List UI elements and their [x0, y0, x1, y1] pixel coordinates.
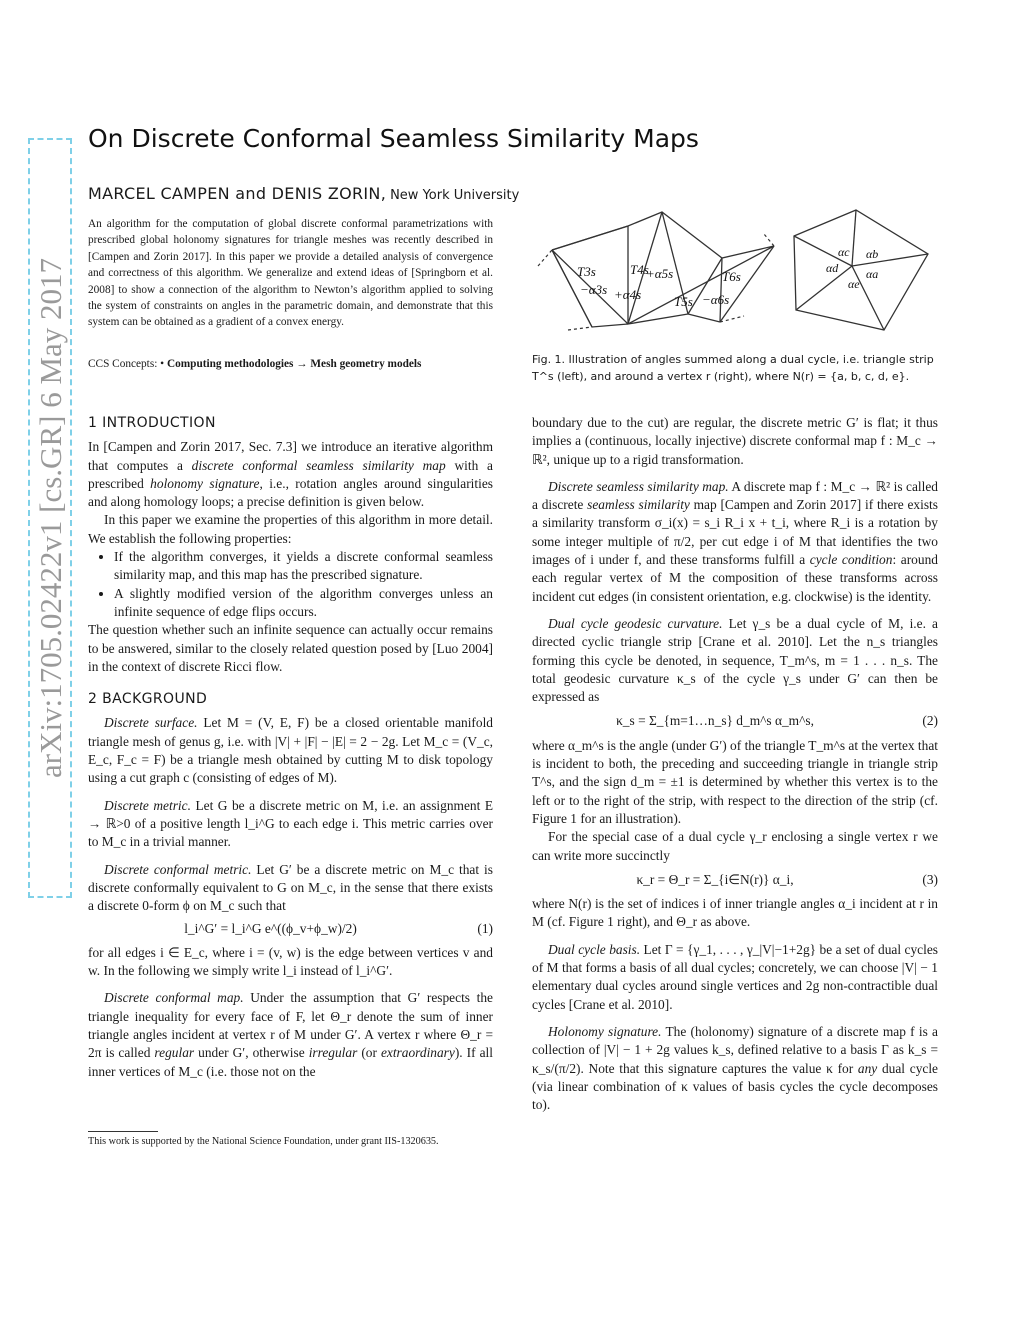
arxiv-identifier-stamp: arXiv:1705.02422v1 [cs.GR] 6 May 2017 [28, 138, 72, 898]
paragraph-after-eq3: where N(r) is the set of indices i of inner triangle angles α_i incident at r in M (cf. Figure 1 right), and Θ_r as above. [532, 896, 938, 930]
label-alpha-e: αe [848, 277, 860, 291]
label-t6s: T6s [722, 269, 741, 284]
intro-bullet-list [88, 548, 493, 621]
label-alpha-c: αc [838, 245, 850, 259]
affiliation: New York University [390, 188, 520, 203]
figure-1-caption: Fig. 1. Illustration of angles summed along a dual cycle, i.e. triangle strip T^s (left), and around a vertex r (right), where N(r) = {a, b, c, d, e}. [532, 353, 934, 383]
paragraph-discrete-conformal-metric: Discrete conformal metric. Let G′ be a discrete metric on M_c that is discrete conformally equivalent to G on M_c, in the sense that there exists a discrete 0-form ϕ on M_c such that [88, 861, 493, 914]
label-minus-alpha6s: −α6s [702, 292, 730, 307]
author-names: MARCEL CAMPEN and DENIS ZORIN, [88, 184, 387, 203]
paragraph-after-eq1: for all edges i ∈ E_c, where i = (v, w) is the edge between vertices v and w. In the following we simply write l_i instead of l_i^G′. [88, 944, 493, 979]
footnote-rule [88, 1131, 158, 1132]
label-plus-alpha5s: +α5s [646, 266, 674, 281]
paper-title: On Discrete Conformal Seamless Similarity Maps [88, 124, 699, 153]
footnote: This work is supported by the National Science Foundation, under grant IIS-1320635. [88, 1136, 439, 1147]
paragraph-discrete-conformal-map: Discrete conformal map. Under the assumption that G′ respects the triangle inequality for every face of F, let Θ_r denote the sum of inner triangle angles incident at vertex r of M under G′. A vertex r where Θ_r = 2π is called regular under G′, otherwise irregular (or extraordinary). If all inner vertices of M_c (i.e. those not on the [88, 990, 493, 1079]
paragraph-holonomy-signature: Holonomy signature. The (holonomy) signature of a discrete map f is a collection of |V| − 1 + 2g values k_s, defined relative to a basis Γ as k_s = κ_s/(π/2). Note that this signature captures the value κ for any dual cycle (via linear combination of κ values of basis cycles the cycle decomposes to). [532, 1023, 938, 1113]
equation-2-number: (2) [922, 713, 938, 729]
ccs-concepts [88, 356, 493, 372]
paragraph-special-case: For the special case of a dual cycle γ_r enclosing a single vertex r we can write more succinctly [532, 829, 938, 863]
equation-2-body: κ_s = Σ_{m=1…n_s} d_m^s α_m^s, [616, 713, 814, 729]
label-t5s: T5s [674, 294, 693, 309]
label-t3s: T3s [577, 264, 596, 279]
paragraph-dual-cycle-curvature: Dual cycle geodesic curvature. Let γ_s be a dual cycle of M, i.e. a directed cyclic triangle strip [Crane et al. 2010]. Let the n_s triangles forming this cycle be denoted, in sequence, T_m^s, m = 1 . . . n_s. The total geodesic curvature κ_s of the cycle γ_s under G′ can then be expressed as [532, 615, 938, 705]
author-line [88, 184, 519, 203]
intro-paragraph-1: In [Campen and Zorin 2017, Sec. 7.3] we introduce an iterative algorithm that computes a discrete conformal seamless similarity map with a prescribed holonomy signature, i.e., rotation angles around singularities and along homology loops; a precise definition is given below. [88, 439, 493, 510]
equation-3-body: κ_r = Θ_r = Σ_{i∈N(r)} α_i, [636, 871, 794, 887]
label-t4s: T4s [630, 262, 649, 277]
section-heading-introduction: 1 INTRODUCTION [88, 415, 216, 431]
label-alpha-b: αb [866, 247, 879, 261]
list-item: • A slightly modified version of the algorithm converges unless an infinite sequence of edge flips occurs. [114, 585, 493, 622]
ccs-concept: Computing methodologies → Mesh geometry models [166, 358, 422, 370]
list-item: • If the algorithm converges, it yields a discrete conformal seamless similarity map, and this map has the prescribed signature. [114, 548, 493, 585]
intro-paragraph-3: The question whether such an infinite sequence can actually occur remains to be answered, similar to the closely related question posed by [Luo 2004] in the context of discrete Ricci flow. [88, 622, 493, 674]
equation-1 [88, 920, 493, 938]
paragraph-seamless-similarity-map: Discrete seamless similarity map. A discrete map f : M_c → ℝ² is called a discrete seamless similarity map [Campen and Zorin 2017] if there exists a similarity transform σ_i(x) = s_i R_i x + t_i, where R_i is a rotation by some integer multiple of π/2, per cut edge i of M that identifies the two images of i under f, and these transforms fulfill a cycle condition: around each regular vertex of M the composition of these transforms across incident cut edges (in consistent orientation, e.g. clockwise) is the identity. [532, 478, 938, 604]
paragraph-after-eq2: where α_m^s is the angle (under G′) of the triangle T_m^s at the vertex that is incident to both, the preceding and succeeding triangle in triangle strip T^s, and the sign d_m = ±1 is determined by whether this vertex is to the left or to the right of the strip, with respect to the direction of the strip (cf. Figure 1 for an illustration). [532, 737, 939, 826]
ccs-prefix: CCS Concepts: • [88, 358, 165, 370]
equation-1-body: l_i^G′ = l_i^G e^((ϕ_v+ϕ_w)/2) [184, 921, 357, 937]
left-column [88, 414, 493, 1081]
intro-paragraph-2: In this paper we examine the properties of this algorithm in more detail. We establish the following properties: [88, 512, 493, 546]
equation-1-number: (1) [477, 921, 493, 937]
equation-3 [532, 871, 938, 889]
paragraph-discrete-metric: Discrete metric. Let G be a discrete metric on M, i.e. an assignment E → ℝ>0 of a positive length l_i^G to each edge i. This metric carries over to M_c in a trivial manner. [88, 797, 493, 850]
equation-2 [532, 712, 938, 730]
label-minus-alpha3s: −α3s [580, 282, 608, 297]
label-plus-alpha4s: +α4s [614, 287, 642, 302]
label-alpha-a: αa [866, 267, 879, 281]
section-heading-background: 2 BACKGROUND [88, 691, 208, 708]
vertex-star-diagram [794, 210, 928, 330]
equation-3-number: (3) [922, 871, 938, 887]
paragraph-flat-metric: boundary due to the cut) are regular, the discrete metric G′ is flat; it thus implies a (continuous, locally injective) discrete conformal map f : M_c → ℝ², unique up to a rigid transformation. [532, 415, 938, 467]
paragraph-discrete-surface: Discrete surface. Let M = (V, E, F) be a closed orientable manifold triangle mesh of genus g, i.e. with |V| + |F| − |E| = 2 − 2g. Let M_c = (V_c, E_c, F_c = F) be a triangle mesh obtained by cutting M to disk topology using a cut graph c (consisting of edges of M). [88, 715, 493, 786]
label-alpha-d: αd [826, 261, 839, 275]
right-column [532, 414, 938, 1114]
abstract: An algorithm for the computation of global discrete conformal parametrizations with prescribed global holonomy signatures for triangle meshes was recently described in [Campen and Zorin 2017]. In this paper we provide a detailed analysis of convergence and correctness of this algorithm. We generalize and extend ideas of [Springborn et al. 2008] to show a connection of the algorithm to Newton’s algorithm applied to solving the system of constraints on angles in the parametric domain, and demonstrate that this system can be obtained as a gradient of a convex energy. [88, 218, 493, 329]
paragraph-dual-cycle-basis: Dual cycle basis. Let Γ = {γ_1, . . . , γ_|V|−1+2g} be a set of dual cycles of M that forms a basis of all dual cycles; concretely, we can choose |V| − 1 elementary dual cycles around single vertices and 2g non-contractible dual cycles [Crane et al. 2010]. [532, 941, 938, 1012]
figure-1-illustration [530, 206, 940, 338]
